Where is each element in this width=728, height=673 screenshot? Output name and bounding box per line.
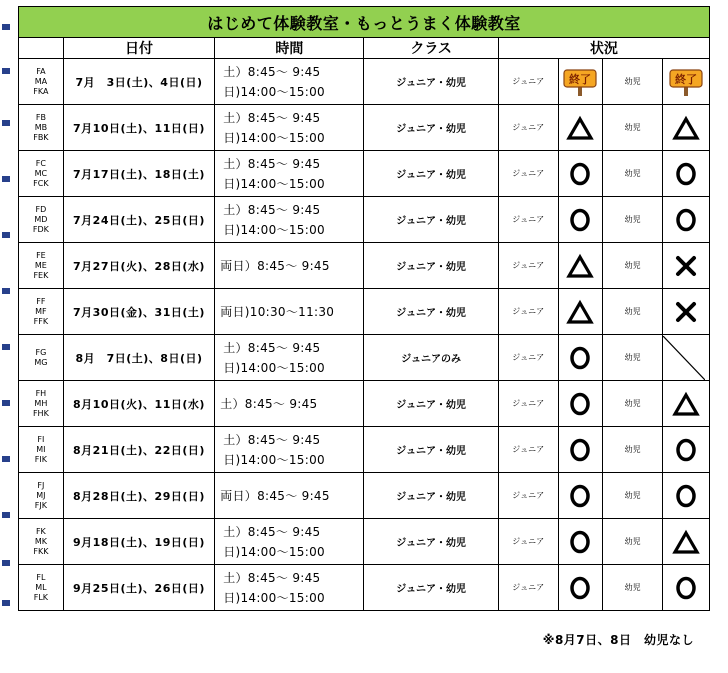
session-time [215,105,364,151]
child-status [663,335,710,381]
course-code: MI [36,444,46,454]
circle-available-icon [566,160,594,188]
closed-sign-text: 終了 [569,72,592,86]
circle-available-icon [566,574,594,602]
child-label: 幼児 [603,519,663,565]
closed-sign-text: 終了 [675,72,697,86]
course-codes [19,151,64,197]
course-code: FI [37,434,45,444]
schedule-row [19,59,710,105]
diagonal-slash [663,336,705,380]
course-code: FB [35,112,46,122]
time-line: 両日)10:30～11:30 [220,304,335,319]
time-line: 日)14:00～15:00 [223,222,325,237]
triangle-few-left-icon [672,528,700,556]
circle-available-icon [672,436,700,464]
junior-label: ジュニア [498,59,558,105]
circle-available-icon [566,390,594,418]
junior-status [558,427,603,473]
junior-status [558,473,603,519]
course-codes [19,381,64,427]
schedule-table [18,6,710,611]
junior-status [558,565,603,611]
course-code: FFK [33,316,49,326]
session-time [215,519,364,565]
class-type: ジュニア・幼児 [364,197,498,243]
left-edge-strip [0,0,12,673]
course-code: FCK [33,178,49,188]
course-code: MF [35,306,47,316]
junior-label: ジュニア [498,105,558,151]
junior-label: ジュニア [498,381,558,427]
junior-status [558,105,603,151]
schedule-row [19,473,710,519]
course-code: FL [36,572,46,582]
course-code: FLK [33,592,49,602]
footnote: ※8月7日、8日 幼児なし [542,633,694,647]
time-line: 両日）8:45～ 9:45 [220,258,330,273]
circle-available-icon [672,482,700,510]
circle-available-icon [566,482,594,510]
class-type: ジュニアのみ [364,335,498,381]
time-line: 土）8:45～ 9:45 [223,156,321,171]
junior-label: ジュニア [498,519,558,565]
child-status [663,473,710,519]
child-status [663,151,710,197]
class-type: ジュニア・幼児 [364,519,498,565]
edge-marker [2,68,10,74]
session-date: 9月25日(土)、26日(日) [63,565,214,611]
time-line: 日)14:00～15:00 [223,360,325,375]
time-line: 土）8:45～ 9:45 [223,340,321,355]
course-code: FD [35,204,47,214]
junior-label: ジュニア [498,427,558,473]
class-type: ジュニア・幼児 [364,243,498,289]
class-type: ジュニア・幼児 [364,289,498,335]
schedule-row [19,519,710,565]
session-time [215,289,364,335]
class-type: ジュニア・幼児 [364,381,498,427]
session-date: 8月 7日(土)、8日(日) [63,335,214,381]
circle-available-icon [566,528,594,556]
course-code: ML [35,582,47,592]
class-type: ジュニア・幼児 [364,565,498,611]
junior-label: ジュニア [498,243,558,289]
edge-marker [2,600,10,606]
course-code: FIK [34,454,47,464]
circle-available-icon [672,574,700,602]
junior-label: ジュニア [498,473,558,519]
time-line: 土）8:45～ 9:45 [223,110,321,125]
session-time [215,243,364,289]
child-label: 幼児 [603,197,663,243]
schedule-row [19,427,710,473]
triangle-few-left-icon [672,114,700,142]
course-codes [19,289,64,335]
time-line: 日)14:00～15:00 [223,84,325,99]
session-date: 7月17日(土)、18日(土) [63,151,214,197]
course-code: FDK [32,224,49,234]
cross-full-icon [672,298,700,326]
course-code: FA [36,66,46,76]
child-status [663,427,710,473]
session-time [215,381,364,427]
course-code: FJK [34,500,47,510]
course-code: MJ [36,490,46,500]
course-code: FC [35,158,46,168]
course-code: MA [34,76,48,86]
junior-status [558,335,603,381]
time-line: 土）8:45～ 9:45 [223,570,321,585]
circle-available-icon [566,344,594,372]
course-codes [19,519,64,565]
course-codes [19,243,64,289]
child-status [663,565,710,611]
junior-status [558,289,603,335]
time-line: 日)14:00～15:00 [223,590,325,605]
cross-full-icon [672,252,700,280]
class-type: ジュニア・幼児 [364,473,498,519]
junior-status [558,381,603,427]
course-code: FF [36,296,46,306]
circle-available-icon [672,160,700,188]
schedule-frame [18,6,710,622]
edge-marker [2,512,10,518]
session-time [215,197,364,243]
header-class: クラス [364,38,498,59]
edge-marker [2,400,10,406]
circle-available-icon [672,206,700,234]
session-date: 7月27日(火)、28日(水) [63,243,214,289]
course-code: MH [34,398,48,408]
child-label: 幼児 [603,289,663,335]
child-status [663,381,710,427]
session-time [215,427,364,473]
time-line: 土）8:45～ 9:45 [223,202,321,217]
child-label: 幼児 [603,427,663,473]
edge-marker [2,456,10,462]
course-codes [19,105,64,151]
session-date: 9月18日(土)、19日(日) [63,519,214,565]
course-code: MG [34,357,48,367]
edge-marker [2,232,10,238]
course-codes [19,473,64,519]
junior-label: ジュニア [498,197,558,243]
schedule-row [19,243,710,289]
schedule-row [19,151,710,197]
child-label: 幼児 [603,565,663,611]
edge-marker [2,24,10,30]
schedule-row [19,381,710,427]
class-type: ジュニア・幼児 [364,59,498,105]
session-date: 8月21日(土)、22日(日) [63,427,214,473]
triangle-few-left-icon [566,114,594,142]
junior-status [558,151,603,197]
time-line: 日)14:00～15:00 [223,130,325,145]
course-code: FK [35,526,46,536]
schedule-rows [19,59,710,611]
child-label: 幼児 [603,151,663,197]
course-codes [19,427,64,473]
junior-status [558,197,603,243]
session-date: 7月30日(金)、31日(土) [63,289,214,335]
session-date: 7月24日(土)、25日(日) [63,197,214,243]
header-time: 時間 [215,38,364,59]
time-line: 両日）8:45～ 9:45 [220,488,330,503]
session-time [215,473,364,519]
course-code: MD [34,214,48,224]
child-status [663,289,710,335]
junior-label: ジュニア [498,151,558,197]
course-code: MC [34,168,48,178]
time-line: 日)14:00～15:00 [223,452,325,467]
edge-marker [2,120,10,126]
edge-marker [2,344,10,350]
schedule-row [19,105,710,151]
course-codes [19,335,64,381]
junior-label: ジュニア [498,289,558,335]
class-type: ジュニア・幼児 [364,105,498,151]
time-line: 日)14:00～15:00 [223,544,325,559]
junior-label: ジュニア [498,335,558,381]
course-code: ME [34,260,47,270]
closed-sign-icon [668,67,704,97]
edge-marker [2,560,10,566]
session-date: 8月10日(火)、11日(水) [63,381,214,427]
child-status [663,105,710,151]
course-code: FKK [33,546,49,556]
edge-marker [2,176,10,182]
child-status [663,519,710,565]
session-date: 8月28日(土)、29日(日) [63,473,214,519]
closed-sign-icon [562,67,598,97]
course-code: MB [34,122,48,132]
course-code: FEK [33,270,49,280]
course-code: FJ [37,480,45,490]
course-code: FE [36,250,46,260]
header-status: 状況 [498,38,709,59]
triangle-few-left-icon [566,298,594,326]
session-date: 7月 3日(土)、4日(日) [63,59,214,105]
course-code: FH [35,388,47,398]
table-title: はじめて体験教室・もっとうまく体験教室 [19,7,710,38]
junior-status [558,519,603,565]
circle-available-icon [566,206,594,234]
junior-status [558,59,603,105]
time-line: 土）8:45～ 9:45 [223,524,321,539]
child-label: 幼児 [603,59,663,105]
course-code: FHK [32,408,49,418]
class-type: ジュニア・幼児 [364,151,498,197]
child-status [663,59,710,105]
child-label: 幼児 [603,243,663,289]
session-date: 7月10日(土)、11日(日) [63,105,214,151]
child-status [663,197,710,243]
child-label: 幼児 [603,381,663,427]
time-line: 土）8:45～ 9:45 [223,432,321,447]
schedule-row [19,289,710,335]
schedule-row [19,197,710,243]
schedule-row [19,335,710,381]
time-line: 土）8:45～ 9:45 [223,64,321,79]
schedule-row [19,565,710,611]
child-status [663,243,710,289]
session-time [215,151,364,197]
edge-marker [2,288,10,294]
child-label: 幼児 [603,473,663,519]
not-applicable-icon [663,336,705,380]
child-label: 幼児 [603,105,663,151]
class-type: ジュニア・幼児 [364,427,498,473]
junior-status [558,243,603,289]
triangle-few-left-icon [672,390,700,418]
course-codes [19,59,64,105]
course-codes [19,197,64,243]
session-time [215,59,364,105]
triangle-few-left-icon [566,252,594,280]
time-line: 日)14:00～15:00 [223,176,325,191]
circle-available-icon [566,436,594,464]
course-code: FKA [33,86,49,96]
course-code: FBK [33,132,49,142]
session-time [215,565,364,611]
junior-label: ジュニア [498,565,558,611]
header-blank [19,38,64,59]
header-date: 日付 [63,38,214,59]
course-code: MK [34,536,47,546]
child-label: 幼児 [603,335,663,381]
time-line: 土）8:45～ 9:45 [220,396,318,411]
course-code: FG [35,347,47,357]
session-time [215,335,364,381]
course-codes [19,565,64,611]
